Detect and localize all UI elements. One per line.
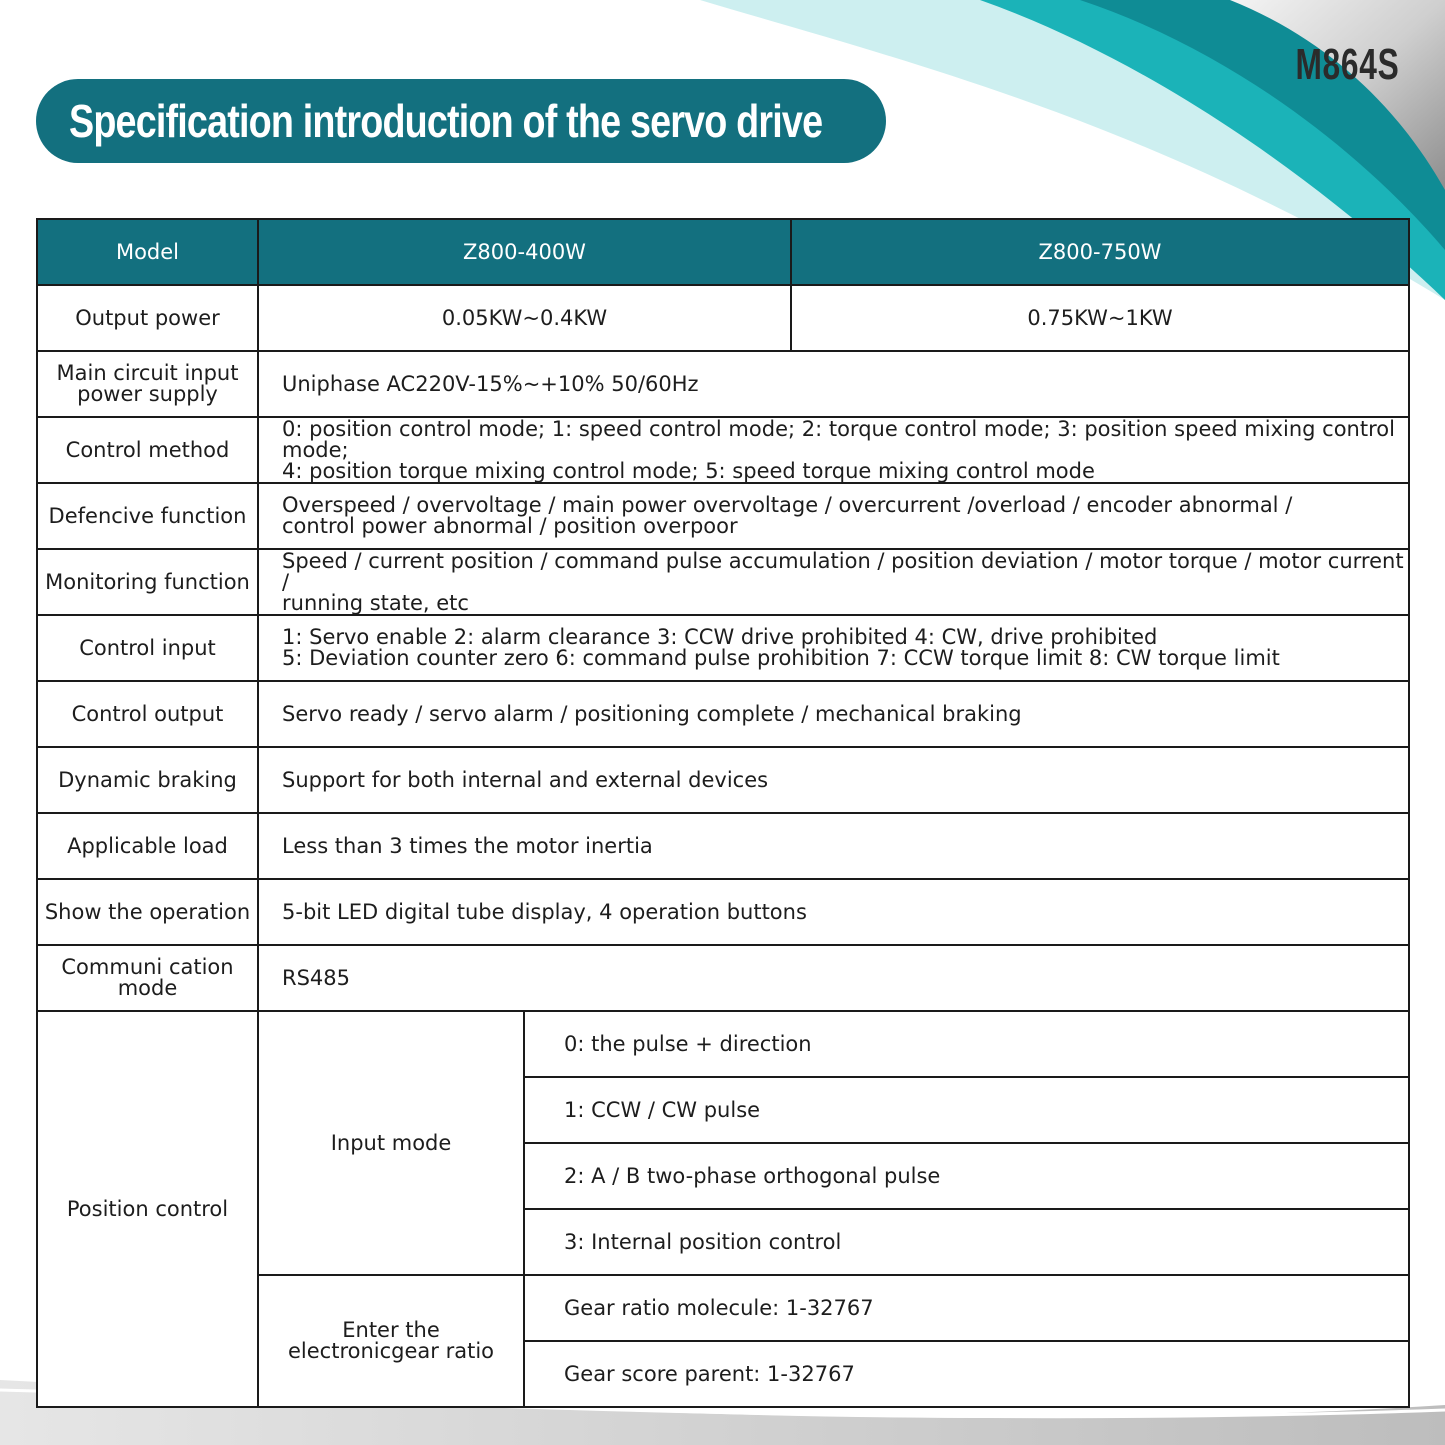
row-label-line: Monitoring function xyxy=(45,569,250,594)
row-value xyxy=(258,879,1409,945)
row-label-line: mode xyxy=(117,976,178,1000)
input-mode-option: 0: the pulse + direction xyxy=(524,1011,1409,1077)
brand-model-label: M864S xyxy=(1295,40,1399,89)
row-label-line: Communi cation xyxy=(61,955,234,979)
table-row xyxy=(37,681,1409,747)
gear-ratio-label-line: Enter the xyxy=(342,1318,440,1342)
row-value-line: Less than 3 times the motor inertia xyxy=(282,833,653,858)
row-value xyxy=(258,813,1409,879)
row-label xyxy=(37,879,258,945)
row-value: 0.75KW~1KW xyxy=(791,285,1409,351)
row-label-line: Defencive function xyxy=(48,503,247,528)
gear-ratio-label-line: electronicgear ratio xyxy=(287,1339,494,1363)
table-row xyxy=(37,417,1409,483)
row-label xyxy=(37,945,258,1011)
row-value-line: 5-bit LED digital tube display, 4 operation buttons xyxy=(282,899,807,924)
row-label-line: power supply xyxy=(77,382,218,406)
page-title: Specification introduction of the servo drive xyxy=(69,95,823,147)
row-label xyxy=(37,681,258,747)
row-value xyxy=(258,417,1409,483)
row-label xyxy=(37,615,258,681)
row-value-line: 0: position control mode; 1: speed control mode; 2: torque control mode; 3: position speed mixing control mode; xyxy=(282,416,1395,462)
table-row xyxy=(37,1011,1409,1077)
table-row xyxy=(37,483,1409,549)
header-model-750w: Z800-750W xyxy=(791,219,1409,285)
row-label xyxy=(37,483,258,549)
spec-table xyxy=(36,218,1410,1408)
table-row xyxy=(37,747,1409,813)
row-value-line: 5: Deviation counter zero 6: command pulse prohibition 7: CCW torque limit 8: CW torque limit xyxy=(282,646,1280,670)
header-model-label: Model xyxy=(37,219,258,285)
title-banner xyxy=(36,79,886,163)
gear-ratio-label xyxy=(258,1275,524,1407)
input-mode-option: 1: CCW / CW pulse xyxy=(524,1077,1409,1143)
row-value xyxy=(258,681,1409,747)
row-value-line: RS485 xyxy=(282,965,351,990)
row-value xyxy=(258,615,1409,681)
row-value: 0.05KW~0.4KW xyxy=(258,285,791,351)
row-value xyxy=(258,945,1409,1011)
input-mode-label: Input mode xyxy=(258,1011,524,1275)
row-label xyxy=(37,417,258,483)
row-label xyxy=(37,549,258,615)
row-label-line: Control method xyxy=(65,437,230,462)
table-row xyxy=(37,285,1409,351)
row-value-line: Uniphase AC220V-15%~+10% 50/60Hz xyxy=(282,371,699,396)
row-value xyxy=(258,351,1409,417)
row-label xyxy=(37,351,258,417)
table-row xyxy=(37,549,1409,615)
row-label-line: Show the operation xyxy=(44,899,251,924)
table-row xyxy=(37,615,1409,681)
row-label: Position control xyxy=(37,1011,258,1407)
row-label: Output power xyxy=(37,285,258,351)
table-row xyxy=(37,351,1409,417)
row-value-line: 1: Servo enable 2: alarm clearance 3: CCW drive prohibited 4: CW, drive prohibited xyxy=(282,625,1158,649)
row-value-line: Speed / current position / command pulse accumulation / position deviation / motor torque / motor current / xyxy=(282,548,1404,594)
input-mode-option: 3: Internal position control xyxy=(524,1209,1409,1275)
row-value-line: Overspeed / overvoltage / main power overvoltage / overcurrent /overload / encoder abnormal / xyxy=(282,493,1293,517)
row-value xyxy=(258,747,1409,813)
row-value xyxy=(258,483,1409,549)
row-value-line: running state, etc xyxy=(282,590,469,615)
row-value-line: 4: position torque mixing control mode; 5: speed torque mixing control mode xyxy=(282,458,1095,483)
row-value-line: control power abnormal / position overpoor xyxy=(282,514,738,538)
row-label-line: Control input xyxy=(79,635,216,660)
gear-ratio-value: Gear score parent: 1-32767 xyxy=(524,1341,1409,1407)
table-row xyxy=(37,879,1409,945)
row-value xyxy=(258,549,1409,615)
header-model-400w: Z800-400W xyxy=(258,219,791,285)
row-label-line: Main circuit input xyxy=(56,361,239,385)
row-label-line: Control output xyxy=(71,701,224,726)
gear-ratio-value: Gear ratio molecule: 1-32767 xyxy=(524,1275,1409,1341)
table-row xyxy=(37,945,1409,1011)
row-label xyxy=(37,813,258,879)
row-value-line: Support for both internal and external devices xyxy=(282,767,769,792)
header-row xyxy=(37,219,1409,285)
row-label xyxy=(37,747,258,813)
row-label-line: Dynamic braking xyxy=(58,767,237,792)
input-mode-option: 2: A / B two-phase orthogonal pulse xyxy=(524,1143,1409,1209)
row-label-line: Applicable load xyxy=(67,833,228,858)
row-value-line: Servo ready / servo alarm / positioning complete / mechanical braking xyxy=(282,701,1022,726)
spec-rows xyxy=(37,351,1409,1011)
table-row xyxy=(37,813,1409,879)
